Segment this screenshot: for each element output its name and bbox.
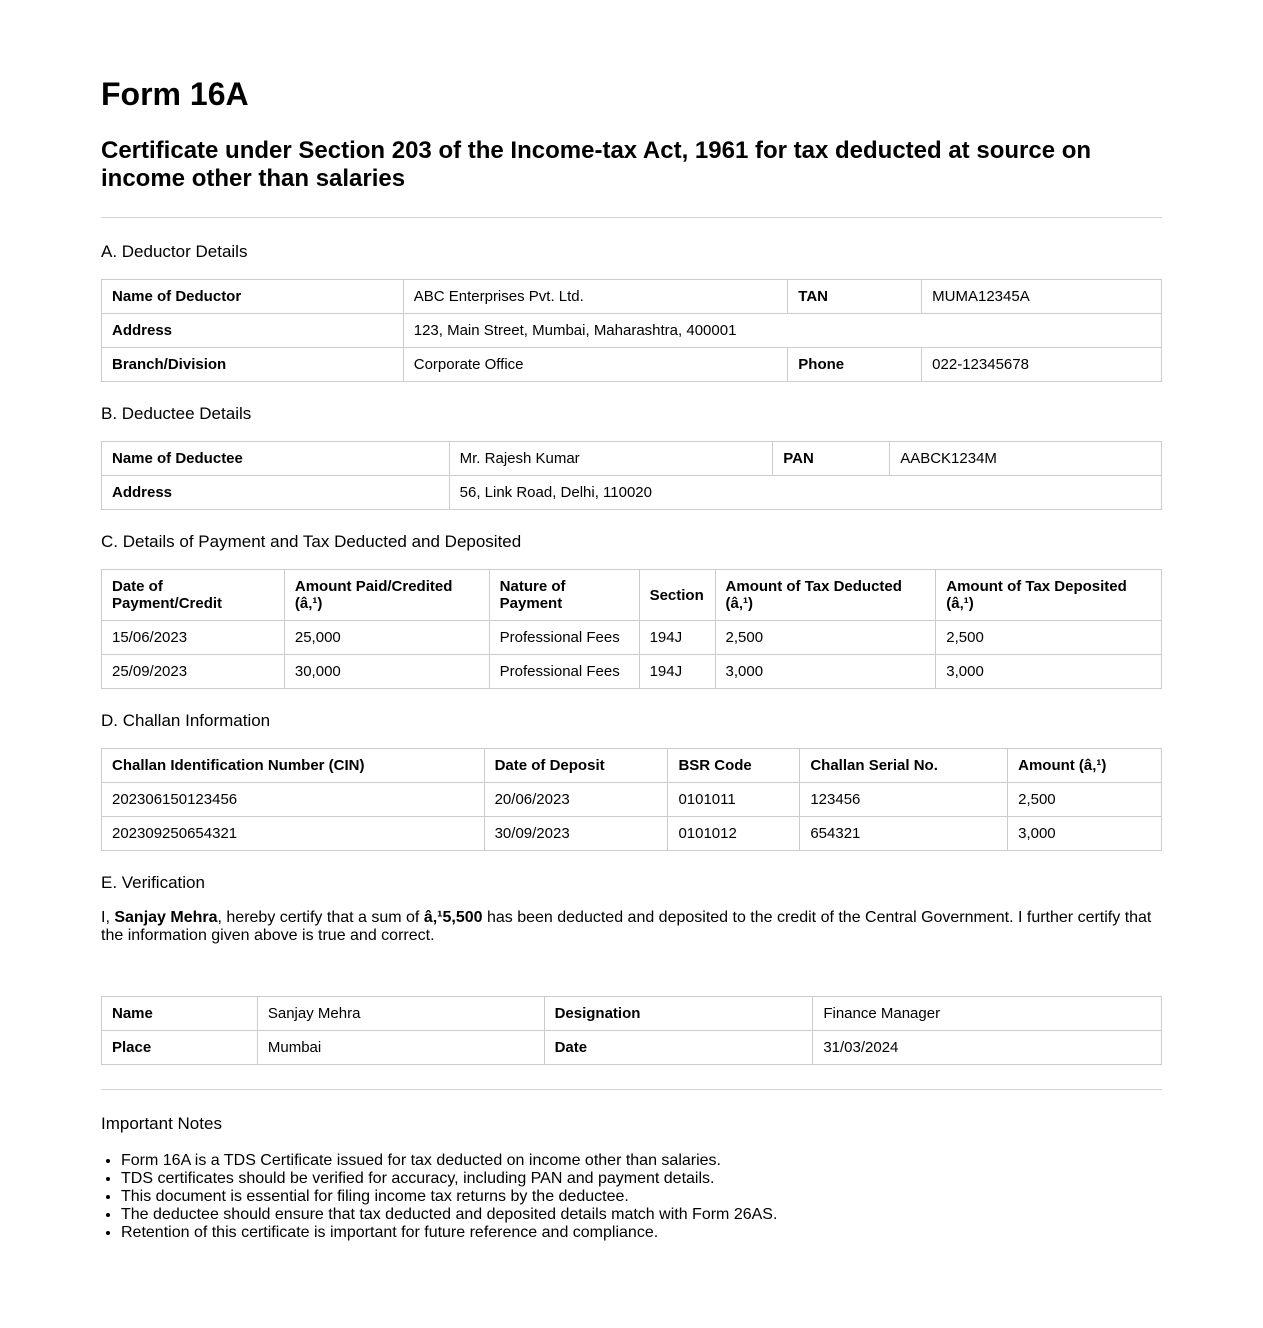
- table-cell: 194J: [639, 621, 715, 655]
- deductee-name-label: Name of Deductee: [102, 442, 450, 476]
- deductee-address-value: 56, Link Road, Delhi, 110020: [449, 476, 1161, 510]
- deductee-name-value: Mr. Rajesh Kumar: [449, 442, 773, 476]
- deductor-phone-label: Phone: [788, 348, 922, 382]
- verification-section-title: E. Verification: [101, 873, 205, 892]
- challan-header-amount: Amount (â‚¹): [1008, 749, 1162, 783]
- verification-statement: [101, 909, 1162, 945]
- table-row: [102, 997, 1162, 1031]
- notes-list: [101, 1152, 1162, 1242]
- payments-header-section: Section: [639, 570, 715, 621]
- table-cell: 25/09/2023: [102, 655, 285, 689]
- deductee-pan-value: AABCK1234M: [890, 442, 1162, 476]
- payments-section-title: C. Details of Payment and Tax Deducted and Deposited: [101, 532, 522, 551]
- list-item: • This document is essential for filing income tax returns by the deductee.: [121, 1188, 1162, 1206]
- verification-amount: â‚¹5,500: [423, 909, 483, 926]
- deductor-tan-value: MUMA12345A: [922, 280, 1162, 314]
- payments-header-date: Date of Payment/Credit: [102, 570, 285, 621]
- table-cell: 20/06/2023: [484, 783, 668, 817]
- challan-header-bsr: BSR Code: [668, 749, 800, 783]
- table-row: [102, 1031, 1162, 1065]
- table-row: [102, 817, 1162, 851]
- table-cell: 3,000: [715, 655, 936, 689]
- form-title: Form 16A: [101, 76, 249, 112]
- deductor-branch-label: Branch/Division: [102, 348, 404, 382]
- notes-title: Important Notes: [101, 1114, 222, 1133]
- table-header-row: [102, 749, 1162, 783]
- table-cell: 202306150123456: [102, 783, 485, 817]
- table-cell: 25,000: [284, 621, 489, 655]
- deductee-pan-label: PAN: [773, 442, 890, 476]
- table-row: [102, 348, 1162, 382]
- deductor-table: [101, 279, 1162, 382]
- payments-header-nature: Nature of Payment: [489, 570, 639, 621]
- deductor-address-value: 123, Main Street, Mumbai, Maharashtra, 400001: [403, 314, 1161, 348]
- verification-text-suffix: has been deducted and deposited to the credit of the Central Government. I further certify that the information given above is true and correct.: [101, 909, 1152, 944]
- table-cell: 654321: [800, 817, 1008, 851]
- deductor-name-label: Name of Deductor: [102, 280, 404, 314]
- table-cell: Professional Fees: [489, 655, 639, 689]
- table-row: [102, 476, 1162, 510]
- deductor-name-value: ABC Enterprises Pvt. Ltd.: [403, 280, 788, 314]
- table-row: [102, 621, 1162, 655]
- table-cell: 202309250654321: [102, 817, 485, 851]
- table-cell: 3,000: [1008, 817, 1162, 851]
- deductee-address-label: Address: [102, 476, 450, 510]
- verifier-designation-value: Finance Manager: [813, 997, 1162, 1031]
- table-cell: 0101011: [668, 783, 800, 817]
- challan-header-cin: Challan Identification Number (CIN): [102, 749, 485, 783]
- divider: [101, 1089, 1162, 1090]
- payments-header-tax-deducted: Amount of Tax Deducted (â‚¹): [715, 570, 936, 621]
- challan-table: [101, 748, 1162, 851]
- challan-section-title: D. Challan Information: [101, 711, 271, 730]
- table-cell: 2,500: [1008, 783, 1162, 817]
- verifier-name-label: Name: [102, 997, 258, 1031]
- deductor-address-label: Address: [102, 314, 404, 348]
- payments-table: [101, 569, 1162, 689]
- table-cell: 3,000: [936, 655, 1162, 689]
- deductor-section-title: A. Deductor Details: [101, 242, 248, 261]
- list-item: • Form 16A is a TDS Certificate issued for tax deducted on income other than salaries.: [121, 1152, 1162, 1170]
- verifier-date-label: Date: [544, 1031, 813, 1065]
- challan-header-date: Date of Deposit: [484, 749, 668, 783]
- table-row: [102, 314, 1162, 348]
- verifier-name-value: Sanjay Mehra: [257, 997, 544, 1031]
- verification-text-prefix: I,: [101, 909, 115, 926]
- table-cell: 2,500: [715, 621, 936, 655]
- list-item: • The deductee should ensure that tax deducted and deposited details match with Form 26AS.: [121, 1206, 1162, 1224]
- payments-header-amount-paid: Amount Paid/Credited (â‚¹): [284, 570, 489, 621]
- deductor-phone-value: 022-12345678: [922, 348, 1162, 382]
- deductee-section-title: B. Deductee Details: [101, 404, 252, 423]
- challan-header-serial: Challan Serial No.: [800, 749, 1008, 783]
- deductor-tan-label: TAN: [788, 280, 922, 314]
- table-row: [102, 280, 1162, 314]
- table-cell: 30,000: [284, 655, 489, 689]
- table-row: [102, 442, 1162, 476]
- verification-table: [101, 996, 1162, 1065]
- table-cell: Professional Fees: [489, 621, 639, 655]
- verifier-place-label: Place: [102, 1031, 258, 1065]
- list-item: • TDS certificates should be verified for accuracy, including PAN and payment details.: [121, 1170, 1162, 1188]
- table-row: [102, 783, 1162, 817]
- table-cell: 194J: [639, 655, 715, 689]
- divider: [101, 217, 1162, 218]
- table-cell: 123456: [800, 783, 1008, 817]
- verifier-place-value: Mumbai: [257, 1031, 544, 1065]
- deductee-table: [101, 441, 1162, 510]
- form-subtitle: Certificate under Section 203 of the Income-tax Act, 1961 for tax deducted at source on income other than salaries: [101, 137, 1092, 192]
- table-row: [102, 655, 1162, 689]
- verifier-designation-label: Designation: [544, 997, 813, 1031]
- verification-signatory-name: Sanjay Mehra: [114, 909, 218, 926]
- table-cell: 2,500: [936, 621, 1162, 655]
- list-item: • Retention of this certificate is important for future reference and compliance.: [121, 1224, 1162, 1242]
- verifier-date-value: 31/03/2024: [813, 1031, 1162, 1065]
- table-cell: 30/09/2023: [484, 817, 668, 851]
- verification-text-middle: , hereby certify that a sum of: [217, 909, 424, 926]
- deductor-branch-value: Corporate Office: [403, 348, 788, 382]
- table-cell: 0101012: [668, 817, 800, 851]
- table-cell: 15/06/2023: [102, 621, 285, 655]
- payments-header-tax-deposited: Amount of Tax Deposited (â‚¹): [936, 570, 1162, 621]
- table-header-row: [102, 570, 1162, 621]
